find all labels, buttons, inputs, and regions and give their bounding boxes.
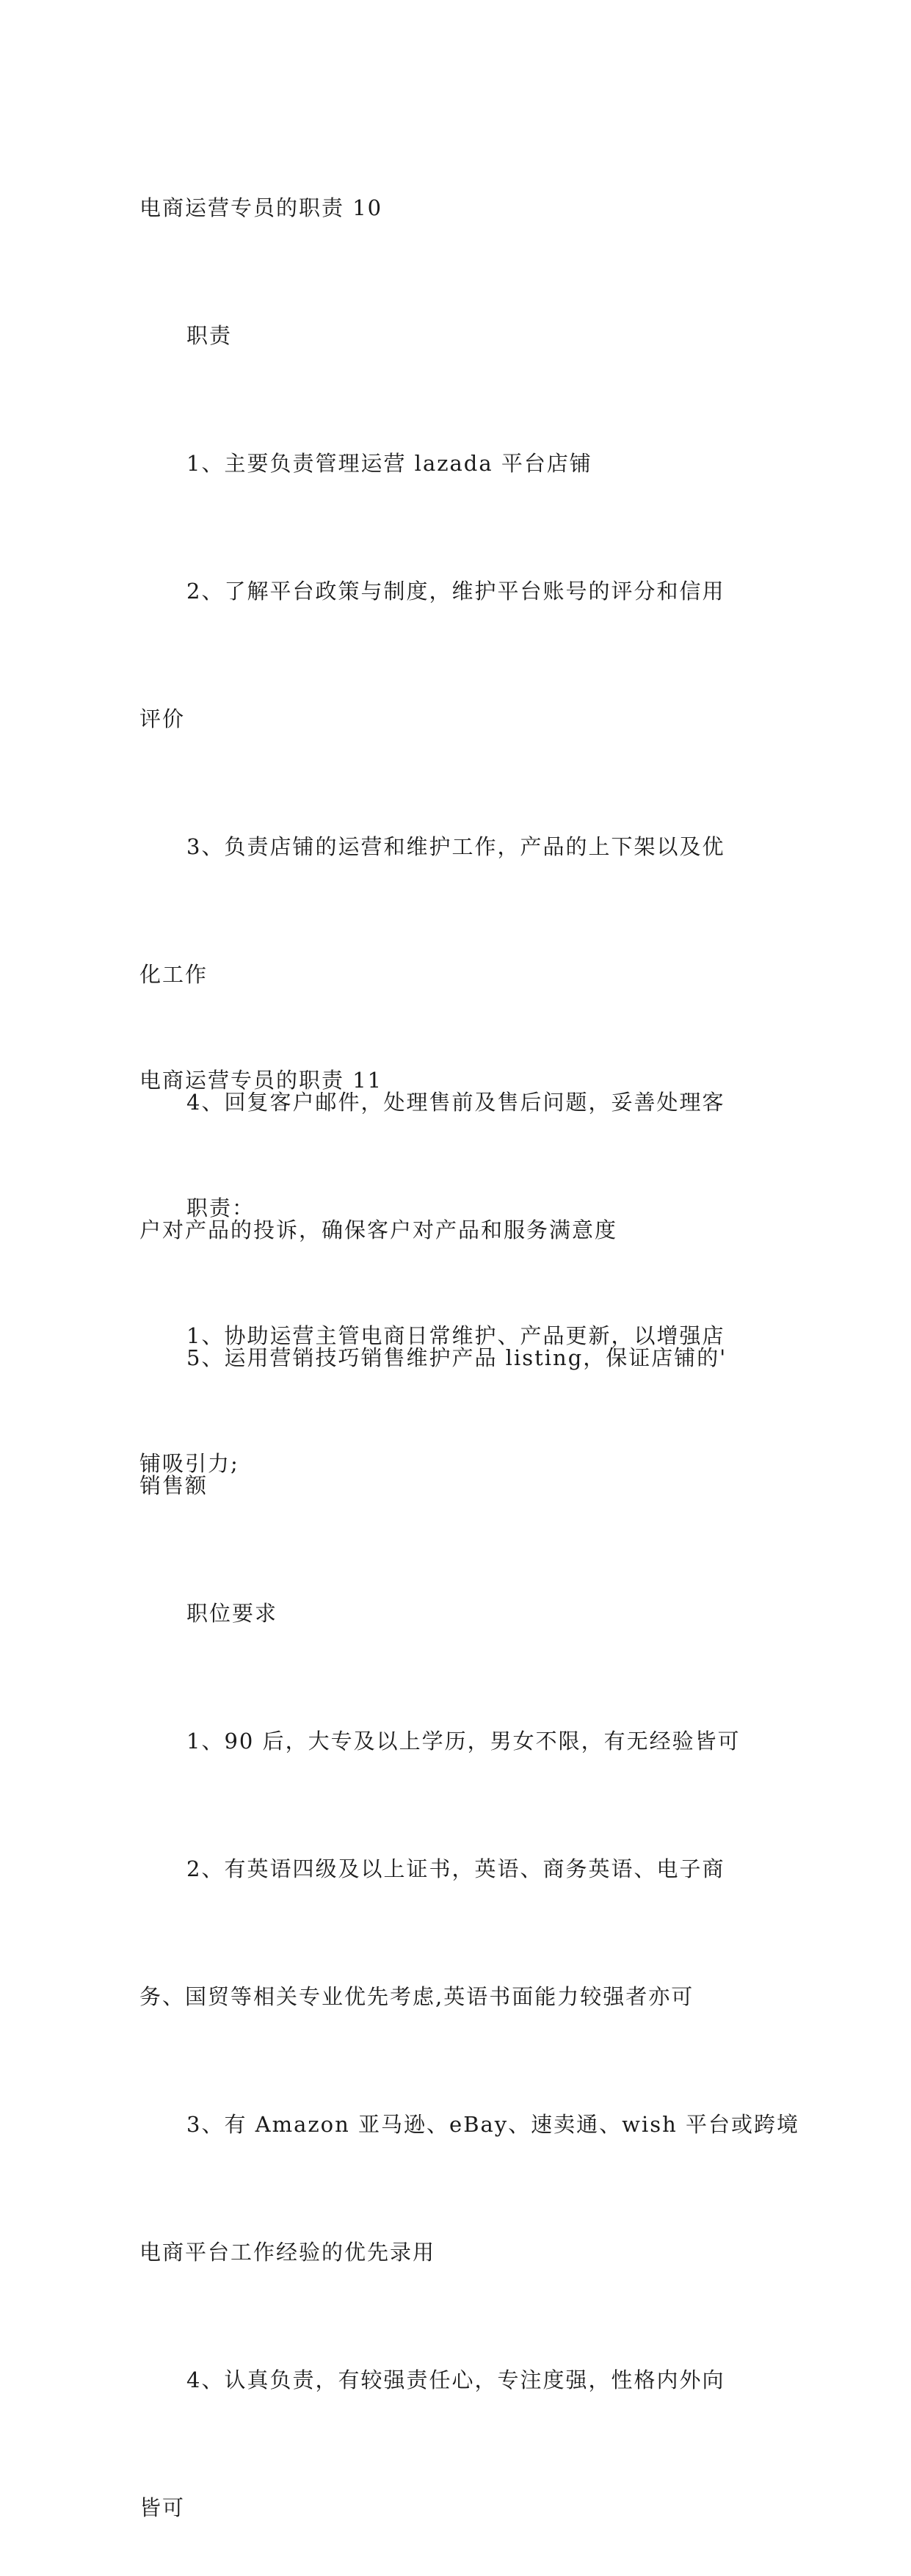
paragraph-line: 皆可 — [139, 2495, 186, 2520]
paragraph-line: 铺吸引力; — [139, 1451, 239, 1476]
section-11 — [139, 974, 778, 1570]
paragraph-line: 4、认真负责，有较强责任心，专注度强，性格内外向 — [186, 2367, 725, 2392]
paragraph-line: 评价 — [139, 706, 186, 731]
paragraph-line: 4、回复客户邮件，处理售前及售后问题，妥善处理客 — [186, 1090, 725, 1115]
paragraph-line: 务、国贸等相关专业优先考虑,英语书面能力较强者亦可 — [139, 1984, 694, 2009]
paragraph-line: 职责 — [186, 323, 233, 348]
section-heading: 电商运营专员的职责 11 — [139, 1068, 383, 1093]
paragraph-line: 1、90 后，大专及以上学历，男女不限，有无经验皆可 — [186, 1729, 741, 1754]
section-heading: 电商运营专员的职责 10 — [139, 195, 383, 220]
paragraph-line: 2、有英语四级及以上证书，英语、商务英语、电子商 — [186, 1856, 725, 1881]
paragraph-line: 化工作 — [139, 962, 208, 987]
paragraph-line: 职位要求 — [186, 1601, 278, 1626]
paragraph-line: 户对产品的投诉，确保客户对产品和服务满意度 — [139, 1218, 618, 1242]
paragraph-line: 3、负责店铺的运营和维护工作，产品的上下架以及优 — [186, 834, 725, 859]
paragraph-line: 1、主要负责管理运营 lazada 平台店铺 — [186, 451, 592, 476]
paragraph-line: 1、协助运营主管电商日常维护、产品更新，以增强店 — [186, 1323, 725, 1348]
paragraph-line: 销售额 — [139, 1473, 208, 1498]
paragraph-line: 电商平台工作经验的优先录用 — [139, 2240, 436, 2265]
paragraph-line: 3、有 Amazon 亚马逊、eBay、速卖通、wish 平台或跨境 — [186, 2112, 800, 2137]
paragraph-line: 2、了解平台政策与制度，维护平台账号的评分和信用 — [186, 579, 725, 604]
paragraph-line: 职责： — [186, 1195, 255, 1220]
paragraph-line: 5、运用营销技巧销售维护产品 listing，保证店铺的' — [186, 1345, 727, 1370]
